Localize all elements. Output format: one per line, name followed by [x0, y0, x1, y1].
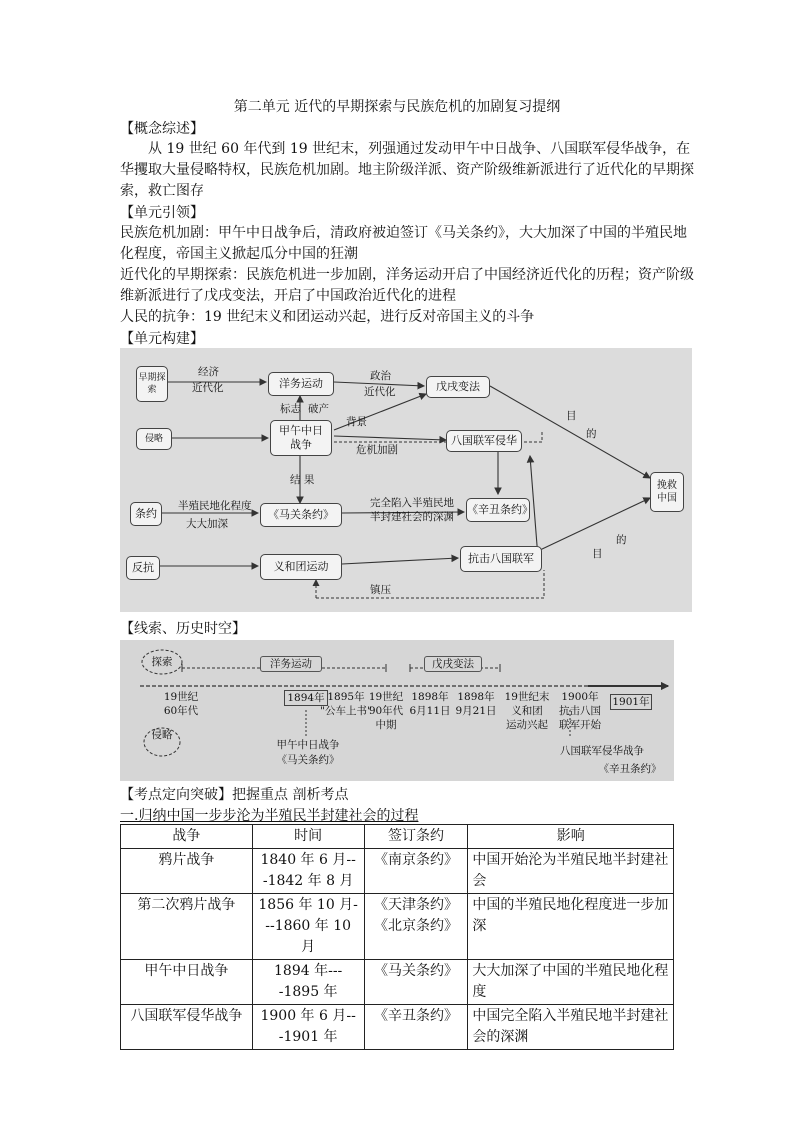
col-header: 战争 [121, 825, 253, 849]
guide-p3: 人民的抗争：19 世纪末义和团运动兴起，进行反对帝国主义的斗争 [120, 309, 535, 325]
page-title: 第二单元 近代的早期探索与民族危机的加剧复习提纲 [233, 99, 561, 115]
box-kangji: 抗击八国联军 [460, 546, 542, 572]
timeline-diagram [120, 640, 674, 781]
tick-2: 1895年 "公车上书" [320, 691, 372, 717]
box-jiawu: 甲午中日战争 [270, 420, 332, 456]
label-dada: 大大加深 [186, 518, 228, 530]
tick-6: 19世纪末 义和团 运动兴起 [504, 691, 550, 731]
treaty1-label: 《马关条约》 [276, 754, 340, 766]
guide-p2: 近代化的早期探索：民族危机进一步加剧，洋务运动开启了中国经济近代化的历程；资产阶级维新派进行了戊戌变法，开启了中国政治近代化的进程 [120, 267, 694, 304]
label-zhenya: 镇压 [370, 584, 391, 596]
table-row: 鸦片战争 1840 年 6 月---1842 年 8 月 《南京条约》 中国开始沦为半殖民地半封建社会 [121, 849, 674, 894]
box-wuxu: 戊戌变法 [426, 376, 490, 398]
table-row: 甲午中日战争 1894 年----1895 年 《马关条约》 大大加深了中国的半殖民地化程度 [121, 960, 674, 1005]
left-invasion: 侵略 [136, 428, 172, 450]
left-explore: 早期探索 [136, 366, 168, 402]
box-maguan: 《马关条约》 [260, 503, 342, 527]
table-row: 八国联军侵华战争 1900 年 6 月---1901 年 《辛丑条约》 中国完全陷入半殖民地半封建社会的深渊 [121, 1005, 674, 1050]
label-weiji: 危机加剧 [356, 444, 398, 456]
tick-8: 1901年 [610, 694, 652, 710]
box-xinchou: 《辛丑条约》 [466, 498, 530, 522]
left-treaty: 条约 [130, 502, 162, 526]
label-banzhimin: 半殖民地化程度 [178, 500, 252, 512]
label-mu-2: 目 [592, 548, 603, 560]
box-baguo: 八国联军侵华 [446, 430, 522, 452]
tick-3: 19世纪 90年代 中期 [368, 691, 404, 731]
label-de-2: 的 [616, 534, 627, 546]
label-wanquan-2: 半封建社会的深渊 [370, 511, 454, 523]
left-resist: 反抗 [126, 556, 160, 580]
col-header: 影响 [468, 825, 674, 849]
structure-heading: 【单元构建】 [120, 331, 204, 347]
guide-p1: 民族危机加剧：甲午中日战争后，清政府被迫签订《马关条约》，大大加深了中国的半殖民地化程度，帝国主义掀起瓜分中国的狂潮 [120, 225, 687, 262]
box-jiuwang: 挽救中国 [650, 472, 684, 512]
overview-text: 从 19 世纪 60 年代到 19 世纪末，列强通过发动甲午中日战争、八国联军侵华战争，在华攫取大量侵略特权，民族危机加剧。地主阶级洋派、资产阶级维新派进行了近代化的早期探索，救亡图存 [120, 141, 694, 199]
col-header: 签订条约 [364, 825, 468, 849]
label-jindaihua-1: 近代化 [192, 382, 224, 394]
tick-5: 1898年 9月21日 [455, 691, 497, 717]
label-biaozhi: 标志 [280, 403, 301, 415]
structure-diagram [120, 348, 692, 612]
wuxu-bracket: 戊戌变法 [424, 656, 482, 672]
overview-heading: 【概念综述】 [120, 121, 204, 137]
tick-4: 1898年 6月11日 [409, 691, 451, 717]
table-header-row [121, 825, 674, 849]
focus-heading: 【考点定向突破】把握重点 剖析考点 [120, 787, 349, 803]
label-wanquan-1: 完全陷入半殖民地 [370, 497, 454, 509]
label-jieguo: 结 果 [290, 474, 315, 486]
label-jingji: 经济 [198, 366, 219, 378]
treaty-table [120, 824, 674, 1050]
tick-0: 19世纪 60年代 [163, 691, 199, 717]
tansuo-label: 探索 [151, 656, 173, 668]
treaty2-label: 《辛丑条约》 [598, 763, 662, 775]
label-zhengzhi: 政治 [370, 370, 391, 382]
yangwu-bracket: 洋务运动 [260, 656, 322, 672]
table-row: 第二次鸦片战争 1856 年 10 月---1860 年 10 月 《天津条约》《北京条约》 中国的半殖民地化程度进一步加深 [121, 894, 674, 960]
war1-label: 甲午中日战争 [276, 739, 340, 751]
box-yihetuan: 义和团运动 [260, 554, 342, 580]
war2-label: 八国联军侵华战争 [560, 745, 644, 757]
tick-7: 1900年 抗击八国 联军开始 [559, 691, 601, 731]
tick-1: 1894年 [284, 690, 328, 706]
col-header: 时间 [252, 825, 364, 849]
label-pochan: 破产 [308, 403, 329, 415]
label-de-1: 的 [586, 428, 597, 440]
qinlue-label: 侵略 [151, 729, 173, 741]
guide-heading: 【单元引领】 [120, 205, 204, 221]
timeline-heading: 【线索、历史时空】 [120, 621, 246, 637]
label-jindaihua-2: 近代化 [364, 386, 396, 398]
focus-subheading: 一.归纳中国一步步沦为半殖民半封建社会的过程 [120, 808, 419, 824]
box-yangwu: 洋务运动 [268, 372, 334, 396]
label-mu-1: 目 [566, 410, 577, 422]
label-beijing: 背景 [346, 416, 367, 428]
